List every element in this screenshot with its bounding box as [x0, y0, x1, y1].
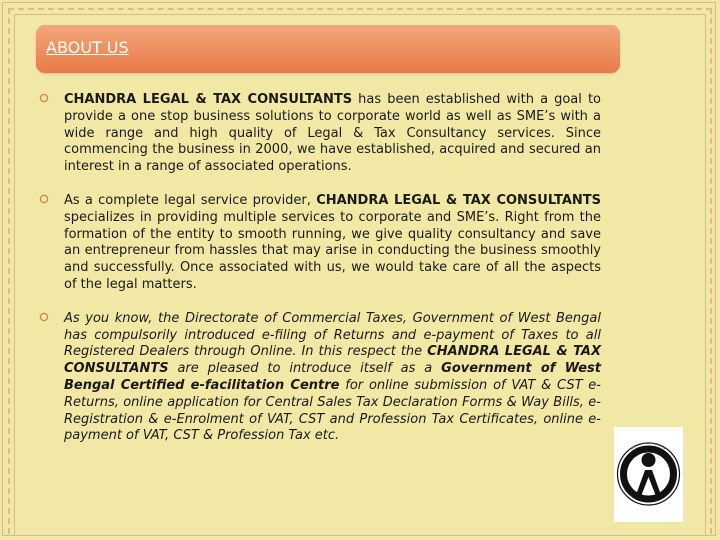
- list-item: [36, 311, 601, 445]
- circle-bullet-icon: [39, 312, 49, 322]
- paragraph-intro: As a complete legal service provider,: [64, 192, 311, 208]
- paragraph-text: for online submission of VAT & CST e-Returns, online application for Central Sales Tax Declaration Forms & Way Bills, e-Registration & e-Enrolment of VAT, CST and Profession Tax Certificates, online e-payment of VAT, CST & Profession Tax etc.: [64, 377, 601, 444]
- circle-bullet-icon: [39, 93, 49, 103]
- content-body: [36, 92, 601, 462]
- list-item: [36, 92, 601, 176]
- company-name: CHANDRA LEGAL & TAX CONSULTANTS: [316, 192, 602, 208]
- company-logo: [614, 427, 683, 522]
- paragraph-intro: As you know, the Directorate of Commercial Taxes, Government of West Bengal has compulsorily introduced e-filing of Returns and e-payment of Taxes to all Registered Dealers through Online. In this respect the: [64, 310, 601, 360]
- company-name: CHANDRA LEGAL & TAX CONSULTANTS: [64, 92, 353, 107]
- header-bar: [36, 25, 620, 73]
- page-title: ABOUT US: [46, 38, 129, 57]
- paragraph-text: has been established with a goal to provide a one stop business solutions to corporate world as well as SME’s with a wide range and high quality of Legal & Tax Consultancy services. Since commencing the business in 2000, we have established, acquired and secured an interest in a range of associated operations.: [64, 92, 602, 175]
- company-name: CHANDRA LEGAL & TAX CONSULTANTS: [64, 344, 602, 377]
- circle-bullet-icon: [39, 194, 49, 204]
- list-item: [36, 193, 601, 294]
- paragraph-mid: are pleased to introduce itself as a: [177, 361, 433, 377]
- paragraph-text: specializes in providing multiple services to corporate and SME’s. Right from the formation of the entity to smooth running, we give quality consultancy and save an entrepreneur from hassles that may arise in conducting the business smoothly and successfully. Once associated with us, we would take care of all the aspects of the legal matters.: [64, 209, 601, 292]
- certified-centre-highlight: Government of West Bengal Certified e-facilitation Centre: [64, 361, 601, 393]
